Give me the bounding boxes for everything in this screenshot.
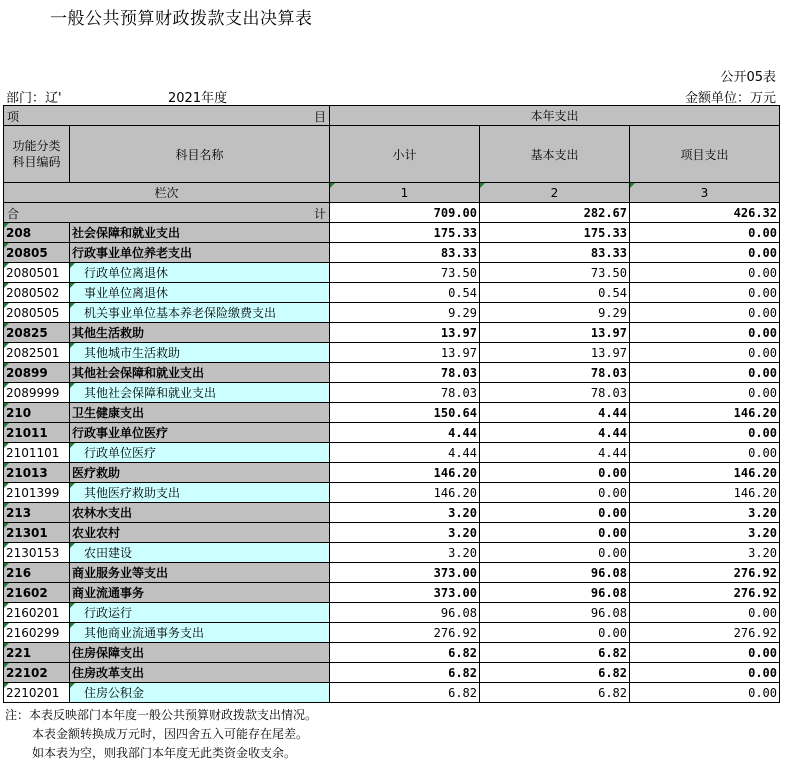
table-row — [4, 423, 780, 443]
subject-name: 行政单位医疗 — [70, 443, 330, 463]
mu-label: 目 — [313, 110, 326, 124]
total-row — [4, 203, 780, 223]
department-label: 部门：辽' — [6, 91, 62, 106]
subject-name: 住房保障支出 — [70, 643, 330, 663]
subject-code: 2210201 — [4, 683, 70, 703]
project-value: 0.00 — [630, 283, 780, 303]
table-row — [4, 263, 780, 283]
table-row — [4, 223, 780, 243]
project-value: 0.00 — [630, 643, 780, 663]
total-project: 426.32 — [630, 203, 780, 223]
basic-value: 78.03 — [480, 383, 630, 403]
project-value: 0.00 — [630, 323, 780, 343]
expenditure-table — [3, 105, 780, 703]
subtotal-value: 13.97 — [330, 323, 480, 343]
table-row — [4, 623, 780, 643]
project-value: 0.00 — [630, 663, 780, 683]
project-value: 146.20 — [630, 483, 780, 503]
basic-value: 96.08 — [480, 563, 630, 583]
subtotal-column-header: 小计 — [330, 126, 480, 183]
project-value: 276.92 — [630, 583, 780, 603]
basic-value: 4.44 — [480, 443, 630, 463]
lanci-label: 栏次 — [4, 183, 330, 203]
total-subtotal: 709.00 — [330, 203, 480, 223]
subject-name: 社会保障和就业支出 — [70, 223, 330, 243]
project-value: 276.92 — [630, 563, 780, 583]
subject-name: 机关事业单位基本养老保险缴费支出 — [70, 303, 330, 323]
subject-name: 事业单位离退休 — [70, 283, 330, 303]
subtotal-value: 0.54 — [330, 283, 480, 303]
basic-value: 6.82 — [480, 683, 630, 703]
project-column-header: 项目支出 — [630, 126, 780, 183]
basic-value: 4.44 — [480, 403, 630, 423]
subtotal-value: 4.44 — [330, 443, 480, 463]
basic-value: 13.97 — [480, 323, 630, 343]
column-index-2: 2 — [480, 183, 630, 203]
item-label: 项 — [7, 110, 20, 124]
subject-code: 2130153 — [4, 543, 70, 563]
name-column-header: 科目名称 — [70, 126, 330, 183]
table-row — [4, 543, 780, 563]
header-row-1 — [4, 106, 780, 126]
subject-name: 卫生健康支出 — [70, 403, 330, 423]
basic-value: 6.82 — [480, 643, 630, 663]
subject-name: 其他社会保障和就业支出 — [70, 363, 330, 383]
table-row — [4, 563, 780, 583]
basic-column-header: 基本支出 — [480, 126, 630, 183]
page-title: 一般公共预算财政拨款支出决算表 — [50, 9, 313, 29]
subject-name: 农林水支出 — [70, 503, 330, 523]
basic-value: 13.97 — [480, 343, 630, 363]
table-row — [4, 363, 780, 383]
basic-value: 4.44 — [480, 423, 630, 443]
note-3: 如本表为空，则我部门本年度无此类资金收支余。 — [32, 746, 297, 760]
project-value: 0.00 — [630, 603, 780, 623]
subject-name: 其他医疗救助支出 — [70, 483, 330, 503]
table-row — [4, 663, 780, 683]
header-row-2 — [4, 126, 780, 183]
subject-code: 22102 — [4, 663, 70, 683]
subject-name: 农业农村 — [70, 523, 330, 543]
subject-code: 210 — [4, 403, 70, 423]
subject-code: 21301 — [4, 523, 70, 543]
subject-name: 商业流通事务 — [70, 583, 330, 603]
subject-code: 20805 — [4, 243, 70, 263]
unit-label: 金额单位：万元 — [684, 91, 776, 106]
subject-code: 21011 — [4, 423, 70, 443]
subject-code: 21602 — [4, 583, 70, 603]
column-index-3: 3 — [630, 183, 780, 203]
subtotal-value: 373.00 — [330, 583, 480, 603]
basic-value: 96.08 — [480, 603, 630, 623]
subject-name: 行政事业单位医疗 — [70, 423, 330, 443]
subtotal-value: 73.50 — [330, 263, 480, 283]
table-row — [4, 503, 780, 523]
subtotal-value: 3.20 — [330, 503, 480, 523]
subtotal-value: 175.33 — [330, 223, 480, 243]
subtotal-value: 146.20 — [330, 463, 480, 483]
table-row — [4, 323, 780, 343]
project-value: 0.00 — [630, 303, 780, 323]
subtotal-value: 78.03 — [330, 383, 480, 403]
basic-value: 96.08 — [480, 583, 630, 603]
project-value: 276.92 — [630, 623, 780, 643]
subject-code: 2080501 — [4, 263, 70, 283]
table-row — [4, 343, 780, 363]
basic-value: 0.00 — [480, 623, 630, 643]
table-row — [4, 483, 780, 503]
table-row — [4, 283, 780, 303]
subject-name: 商业服务业等支出 — [70, 563, 330, 583]
subject-code: 221 — [4, 643, 70, 663]
project-value: 0.00 — [630, 683, 780, 703]
column-index-1: 1 — [330, 183, 480, 203]
table-row — [4, 243, 780, 263]
subject-name: 医疗救助 — [70, 463, 330, 483]
project-value: 0.00 — [630, 263, 780, 283]
project-value: 0.00 — [630, 443, 780, 463]
project-value: 0.00 — [630, 363, 780, 383]
basic-value: 0.00 — [480, 483, 630, 503]
subject-name: 行政运行 — [70, 603, 330, 623]
current-year-spending-header: 本年支出 — [330, 106, 780, 126]
subtotal-value: 9.29 — [330, 303, 480, 323]
subtotal-value: 6.82 — [330, 683, 480, 703]
basic-value: 0.00 — [480, 503, 630, 523]
item-header-cell — [4, 106, 330, 126]
subject-code: 2101101 — [4, 443, 70, 463]
subject-name: 农田建设 — [70, 543, 330, 563]
subject-name: 行政事业单位养老支出 — [70, 243, 330, 263]
subtotal-value: 146.20 — [330, 483, 480, 503]
table-row — [4, 643, 780, 663]
basic-value: 0.00 — [480, 463, 630, 483]
subject-code: 208 — [4, 223, 70, 243]
note-2: 本表金额转换成万元时，因四舍五入可能存在尾差。 — [32, 727, 309, 741]
column-index-row — [4, 183, 780, 203]
subject-code: 213 — [4, 503, 70, 523]
note-1: 注：本表反映部门本年度一般公共预算财政拨款支出情况。 — [5, 708, 318, 722]
subtotal-value: 276.92 — [330, 623, 480, 643]
subtotal-value: 3.20 — [330, 523, 480, 543]
subject-code: 20825 — [4, 323, 70, 343]
total-basic: 282.67 — [480, 203, 630, 223]
subtotal-value: 78.03 — [330, 363, 480, 383]
subject-name: 行政单位离退休 — [70, 263, 330, 283]
basic-value: 0.00 — [480, 523, 630, 543]
subject-code: 216 — [4, 563, 70, 583]
table-row — [4, 603, 780, 623]
form-code: 公开05表 — [720, 70, 776, 85]
project-value: 0.00 — [630, 243, 780, 263]
project-value: 3.20 — [630, 523, 780, 543]
table-row — [4, 403, 780, 423]
subject-name: 其他商业流通事务支出 — [70, 623, 330, 643]
basic-value: 73.50 — [480, 263, 630, 283]
subject-name: 其他城市生活救助 — [70, 343, 330, 363]
total-label-left: 合 — [7, 207, 20, 221]
subject-code: 20899 — [4, 363, 70, 383]
table-row — [4, 463, 780, 483]
subject-code: 2080502 — [4, 283, 70, 303]
subtotal-value: 6.82 — [330, 643, 480, 663]
subject-name: 其他生活救助 — [70, 323, 330, 343]
subject-name: 住房改革支出 — [70, 663, 330, 683]
code-column-header: 功能分类 科目编码 — [4, 126, 70, 183]
subject-code: 2160299 — [4, 623, 70, 643]
subject-code: 21013 — [4, 463, 70, 483]
subject-code: 2082501 — [4, 343, 70, 363]
subtotal-value: 96.08 — [330, 603, 480, 623]
subtotal-value: 150.64 — [330, 403, 480, 423]
project-value: 0.00 — [630, 383, 780, 403]
notes — [5, 706, 317, 763]
table-row — [4, 683, 780, 703]
subject-name: 住房公积金 — [70, 683, 330, 703]
basic-value: 175.33 — [480, 223, 630, 243]
project-value: 3.20 — [630, 543, 780, 563]
subject-name: 其他社会保障和就业支出 — [70, 383, 330, 403]
subtotal-value: 83.33 — [330, 243, 480, 263]
subtotal-value: 3.20 — [330, 543, 480, 563]
subtotal-value: 4.44 — [330, 423, 480, 443]
project-value: 0.00 — [630, 223, 780, 243]
project-value: 146.20 — [630, 403, 780, 423]
project-value: 0.00 — [630, 423, 780, 443]
table-row — [4, 583, 780, 603]
subject-code: 2089999 — [4, 383, 70, 403]
basic-value: 78.03 — [480, 363, 630, 383]
table-row — [4, 383, 780, 403]
basic-value: 83.33 — [480, 243, 630, 263]
subtotal-value: 373.00 — [330, 563, 480, 583]
subject-code: 2101399 — [4, 483, 70, 503]
project-value: 0.00 — [630, 343, 780, 363]
project-value: 146.20 — [630, 463, 780, 483]
total-label-cell — [4, 203, 330, 223]
table-row — [4, 443, 780, 463]
basic-value: 9.29 — [480, 303, 630, 323]
subtotal-value: 13.97 — [330, 343, 480, 363]
subject-code: 2160201 — [4, 603, 70, 623]
project-value: 3.20 — [630, 503, 780, 523]
basic-value: 0.00 — [480, 543, 630, 563]
subtotal-value: 6.82 — [330, 663, 480, 683]
table-row — [4, 303, 780, 323]
subject-code: 2080505 — [4, 303, 70, 323]
table-row — [4, 523, 780, 543]
year-label: 2021年度 — [168, 91, 228, 106]
basic-value: 6.82 — [480, 663, 630, 683]
total-label-right: 计 — [313, 207, 326, 221]
basic-value: 0.54 — [480, 283, 630, 303]
